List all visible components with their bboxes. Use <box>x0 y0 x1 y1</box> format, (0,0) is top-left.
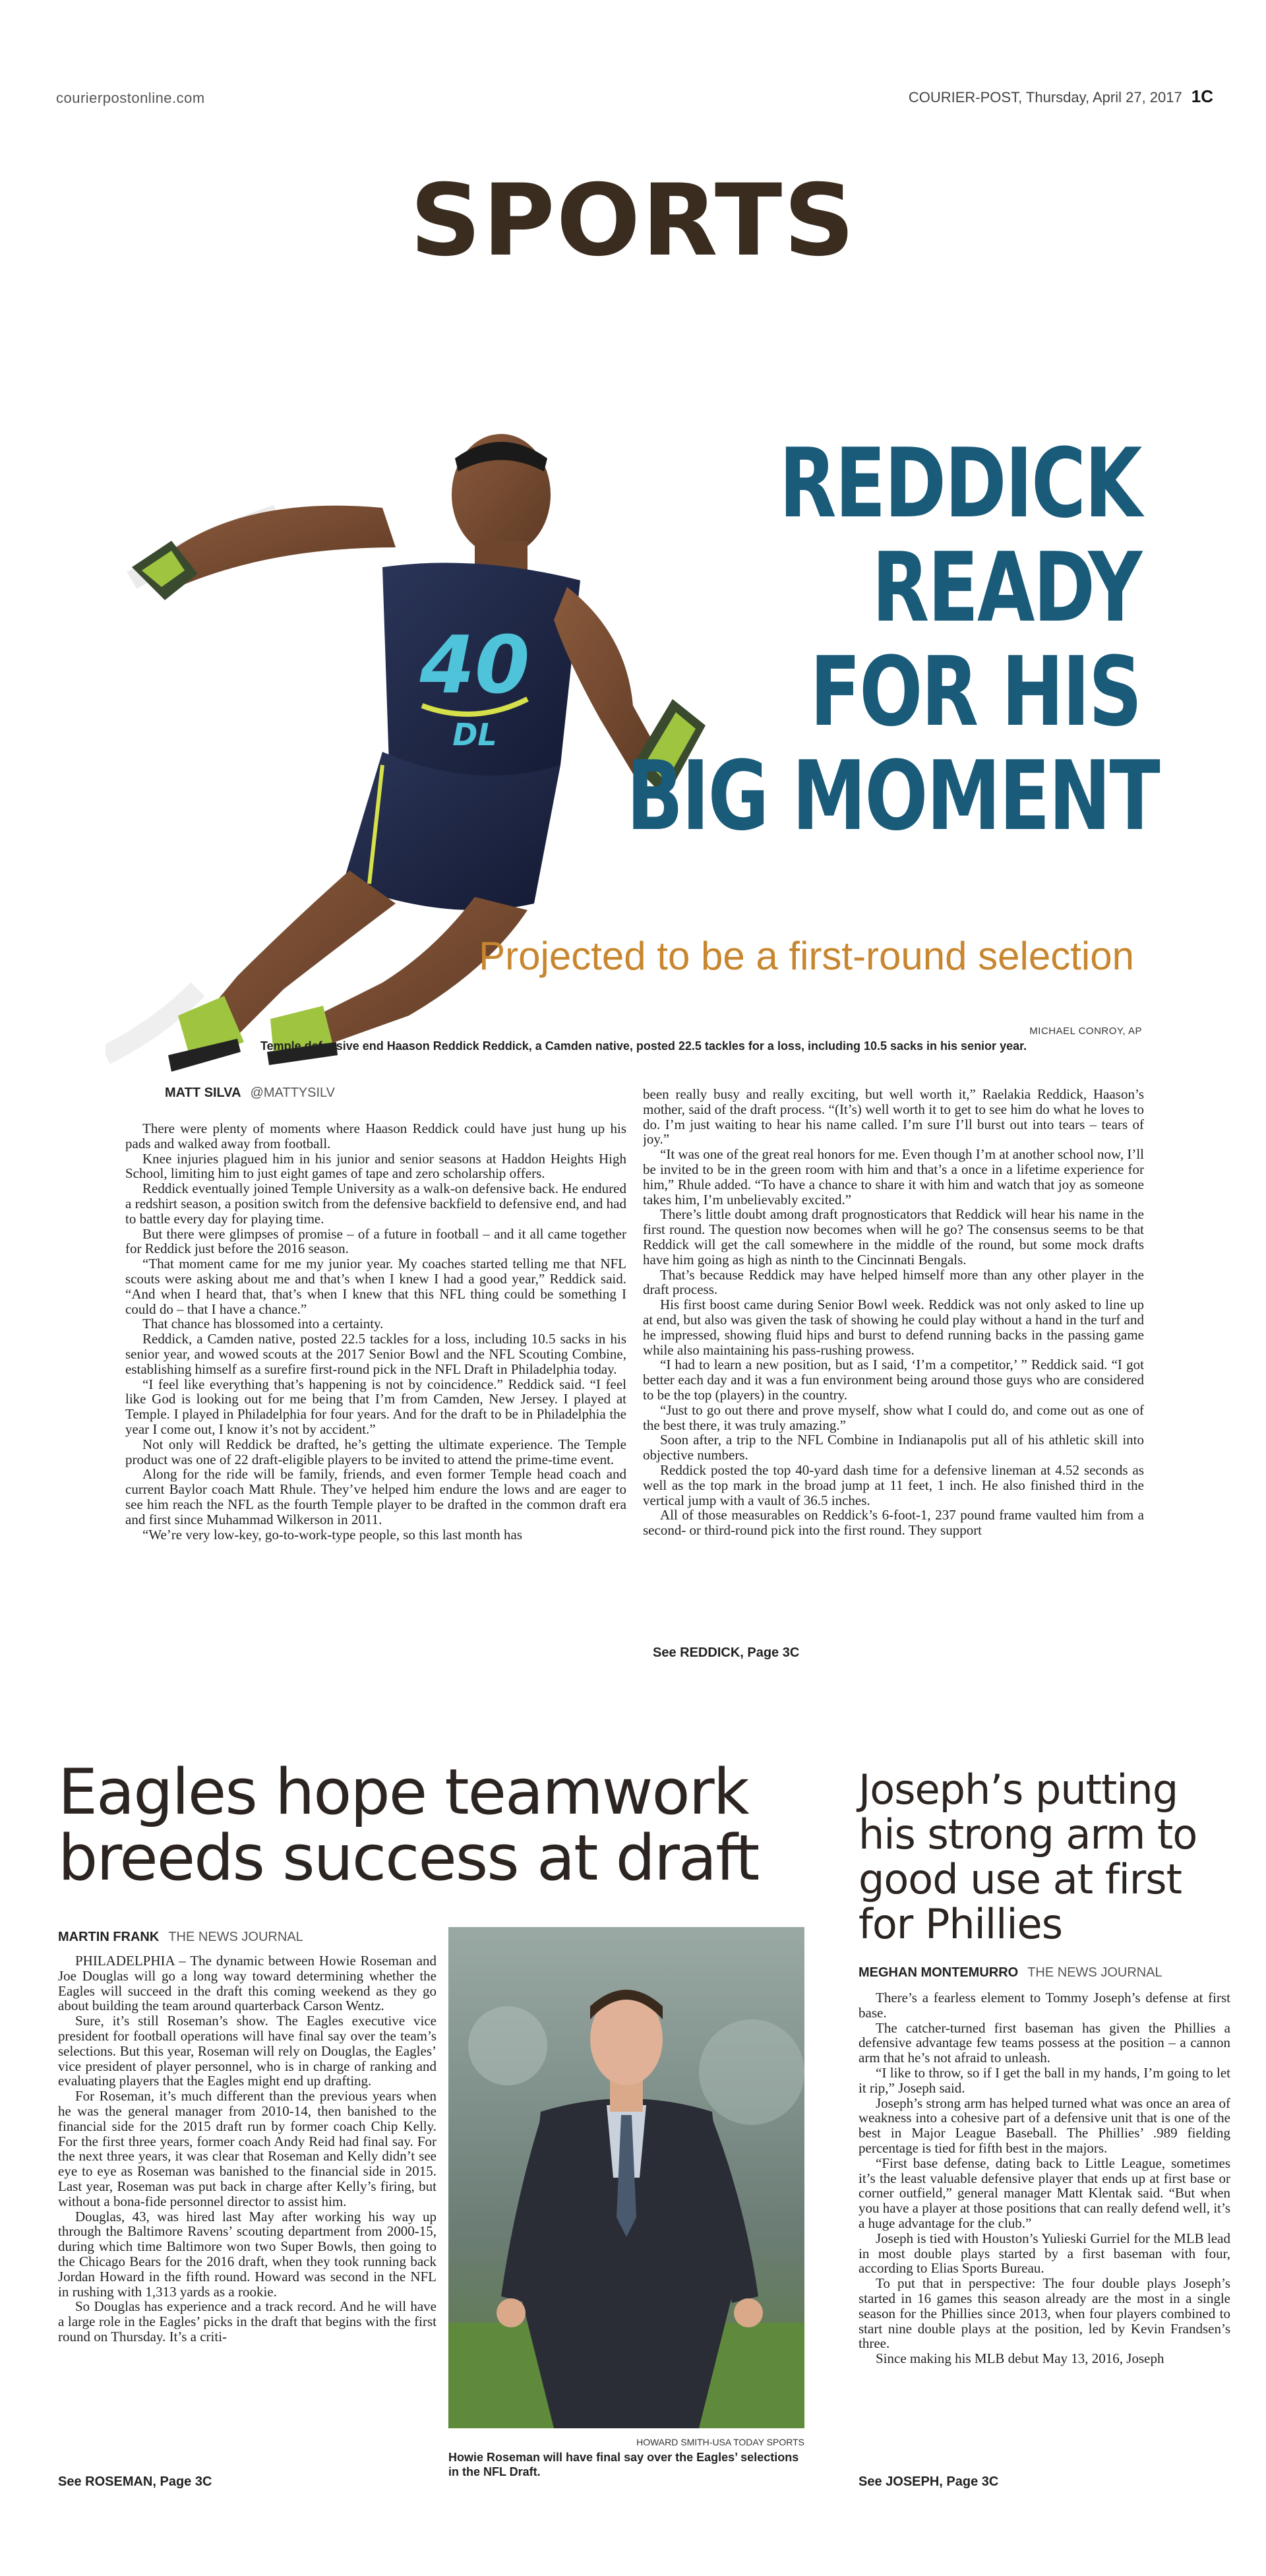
paragraph: “I feel like everything that’s happening is not by coincidence.” Reddick said. “I feel like God is looking out for me being that I’m from Camden, New Jersey. I played at Temple. I played in Philadelphia for four years. And for the draft to be in Philadelphia the year I come out, I know it’s not by accident.” <box>125 1376 626 1437</box>
headline-line: FOR HIS <box>810 636 1141 748</box>
paragraph: But there were glimpses of promise – of a future in football – and it all came together for Reddick just before the 2016 season. <box>125 1225 626 1257</box>
masthead-line <box>909 86 1213 107</box>
byline <box>165 1086 335 1101</box>
article-column-2 <box>643 1087 1144 1638</box>
paragraph: Not only will Reddick be drafted, he’s getting the ultimate experience. The Temple product was one of 22 draft-eligible players to be invited to attend the prime-time event. <box>125 1436 626 1467</box>
joseph-article-body <box>859 1990 1230 2469</box>
headline-line: REDDICK <box>779 428 1141 539</box>
page-number: 1C <box>1191 86 1213 106</box>
paragraph: Reddick posted the top 40-yard dash time for a defensive lineman at 4.52 seconds as well as the top mark in the broad jump at 11 feet, 1 inch. He also finished third in the vertical jump with a vault of 36.5 inches. <box>643 1461 1144 1508</box>
svg-text:DL: DL <box>452 717 497 752</box>
paragraph: There’s a fearless element to Tommy Joseph’s defense at first base. <box>859 1990 1230 2021</box>
photo-caption: Temple defensive end Haason Reddick Reddick, a Camden native, posted 22.5 tackles for a loss, including 10.5 sacks in his senior year. <box>260 1039 1027 1053</box>
paragraph: Joseph is tied with Houston’s Yulieski Gurriel for the MLB lead in most double plays started by a first baseman with four, according to Elias Sports Bureau. <box>859 2230 1230 2277</box>
paragraph: “I like to throw, so if I get the ball in my hands, I’m going to let it rip,” Joseph said. <box>859 2064 1230 2096</box>
eagles-byline <box>58 1930 303 1945</box>
paragraph: “First base defense, dating back to Little League, sometimes it’s the least valuable defensive player that ends up at first base or corner outfield,” general manager Matt Klentak said. “But when you have a player at those positions that can really defend well, it’s a huge advantage for the club.” <box>859 2155 1230 2231</box>
joseph-byline <box>859 1965 1162 1980</box>
paragraph: been really busy and really exciting, but well worth it,” Raelakia Reddick, Haason’s mother, said of the draft process. “(It’s) well worth it to get to see him do what he loves to do. I’m just waiting to hear his name called. I’m sure I’ll burst out into tears – tears of joy.” <box>643 1087 1144 1148</box>
article-column-1 <box>125 1121 626 1642</box>
paragraph: Knee injuries plagued him in his junior and senior seasons at Haddon Heights High School, limiting him to just eight games of tape and zero scholarship offers. <box>125 1150 626 1182</box>
paragraph: “It was one of the great real honors for me. Even though I’m at another school now, I’ll be invited to be in the green room with him and that’s a once in a lifetime experience for him,” Rhule added. “To have a chance to share it with him and watch that joy as someone takes him, I’m unbelievably excited.” <box>643 1146 1144 1208</box>
author-org: THE NEWS JOURNAL <box>168 1930 303 1944</box>
paragraph: “I had to learn a new position, but as I said, ‘I’m a competitor,’ ” Reddick said. “I got better each day and it was a fun environment being around those guys who are considered to be the top (players) in the country. <box>643 1357 1144 1403</box>
author-handle[interactable]: @MATTYSILV <box>250 1086 336 1100</box>
paragraph: His first boost came during Senior Bowl week. Reddick was not only asked to line up at end, but also was given the task of showing he could play without a hand in the turf and he impressed, showing fluid hips and burst to defend running backs in the passing game while also maintaining his pass-rushing prowess. <box>643 1297 1144 1358</box>
masthead-date: COURIER-POST, Thursday, April 27, 2017 <box>908 89 1182 106</box>
paragraph: “Just to go out there and prove myself, show what I could do, and come out as one of the best there, it was truly amazing.” <box>643 1401 1144 1433</box>
section-title: SPORTS <box>409 164 857 278</box>
paragraph: There’s little doubt among draft prognosticators that Reddick will hear his name in the first round. The question now becomes when will he go? The consensus seems to be that Reddick will get the call somewhere in the middle of the round, but some mock drafts have him going as high as ninth to the Cincinnati Bengals. <box>643 1206 1144 1268</box>
paragraph: Along for the ride will be family, friends, and even former Temple head coach and current Baylor coach Matt Rhule. They’ve helped him endure the lows and are eager to see him reach the NFL as the fourth Temple player to be drafted in the common draft era and first since Muhammad Wilkerson in 2011. <box>125 1466 626 1527</box>
headline-line: BIG MOMENT <box>626 741 1159 852</box>
paragraph: Reddick, a Camden native, posted 22.5 tackles for a loss, including 10.5 sacks in his senior year, and wowed scouts at the 2017 Senior Bowl and the NFL Scouting Combine, establishing himself as a surefire first-round pick in the NFL Draft in Philadelphia today. <box>125 1331 626 1377</box>
svg-text:40: 40 <box>419 620 530 712</box>
paragraph: That’s because Reddick may have helped himself more than any other player in the draft process. <box>643 1266 1144 1298</box>
paragraph: “That moment came for me my junior year. My coaches started telling me that NFL scouts were asking about me and that’s when I knew I had a good year,” Reddick said. “And when I heard that, that’s when I knew that this NFL thing could be something I could do – that I have a chance.” <box>125 1256 626 1317</box>
paragraph: So Douglas has experience and a track record. And he will have a large role in the Eagles’ picks in the draft that begins with the first round on Thursday. It’s a criti- <box>58 2298 437 2345</box>
paragraph: Joseph’s strong arm has helped turned what was once an area of weakness into a cohesive part of a defensive unit that is one of the best in Major League Baseball. The Phillies’ .989 fielding percentage is tied for fifth best in the majors. <box>859 2095 1230 2156</box>
eagles-headline: Eagles hope teamwork breeds success at draft <box>58 1756 759 1895</box>
paragraph: To put that in perspective: The four double plays Joseph’s started in 16 games this season already are the most in a single season for the Phillies since 2013, when four players combined to start nine double plays at the position, led by Kevin Frandsen’s three. <box>859 2275 1230 2352</box>
headline-line: READY <box>872 532 1141 644</box>
paragraph: Sure, it’s still Roseman’s show. The Eagles executive vice president for football operations will have final say over the team’s selections. But this year, Roseman will rely on Douglas, the Eagles’ vice president of player personnel, who is in charge of ranking and evaluating players that the Eagles might end up drafting. <box>58 2013 437 2089</box>
paragraph: The catcher-turned first baseman has given the Phillies a defensive advantage few teams possess at the position – a cannon arm that he’s not afraid to unleash. <box>859 2019 1230 2066</box>
paragraph: “We’re very low-key, go-to-work-type people, so this last month has <box>142 1526 523 1543</box>
author-name: MATT SILVA <box>165 1086 241 1100</box>
paragraph: Soon after, a trip to the NFL Combine in Indianapolis put all of his athletic skill into objective numbers. <box>643 1432 1144 1463</box>
jump-link-reddick[interactable]: See REDDICK, Page 3C <box>653 1645 800 1660</box>
paragraph: There were plenty of moments where Haason Reddick could have just hung up his pads and walked away from football. <box>125 1121 626 1151</box>
paragraph: PHILADELPHIA – The dynamic between Howie Roseman and Joe Douglas will go a long way toward determining whether the Eagles will succeed in the draft this coming weekend as they go about building the team around quarterback Carson Wentz. <box>58 1953 437 2014</box>
paragraph: Douglas, 43, was hired last May after working his way up through the Baltimore Ravens’ scouting department from 2000-15, during which time Baltimore won two Super Bowls, then going to the Chicago Bears for the 2016 draft, when they took running back Jordan Howard in the fifth round. Howard was second in the NFL in rushing with 1,313 yards as a rookie. <box>58 2208 437 2300</box>
site-url: courierpostonline.com <box>56 90 205 106</box>
main-headline <box>626 428 1159 852</box>
photo-credit: HOWARD SMITH-USA TODAY SPORTS <box>636 2437 804 2447</box>
eagles-article-body <box>58 1953 437 2468</box>
subheadline: Projected to be a first-round selection <box>479 934 1134 978</box>
jump-link-joseph[interactable]: See JOSEPH, Page 3C <box>859 2474 999 2489</box>
paragraph: All of those measurables on Reddick’s 6-foot-1, 237 pound frame vaulted him from a second- or third-round pick into the first round. They support <box>643 1507 1144 1539</box>
photo-credit: MICHAEL CONROY, AP <box>1029 1026 1142 1037</box>
author-name: MEGHAN MONTEMURRO <box>859 1965 1019 1980</box>
photo-caption: Howie Roseman will have final say over the Eagles’ selections in the NFL Draft. <box>448 2451 799 2478</box>
paragraph: For Roseman, it’s much different than the previous years when he was the general manager from 2010-14, then banished to the financial side for the 2015 draft run by former coach Chip Kelly. For the first three years, former coach Andy Reid had final say. For the next three years, it was clear that Roseman and Kelly didn’t see eye to eye as Roseman was banished to the financial side in 2015. Last year, Roseman was put back in charge after Kelly’s firing, but without a bona-fide personnel director to assist him. <box>58 2088 437 2209</box>
paragraph: That chance has blossomed into a certainty. <box>142 1316 384 1332</box>
paragraph: Reddick eventually joined Temple University as a walk-on defensive back. He endured a redshirt season, a position switch from the defensive backfield to defensive end, and had to battle every day for playing time. <box>125 1181 626 1227</box>
roseman-photo <box>448 1927 804 2428</box>
joseph-headline: Joseph’s putting his strong arm to good use at first for Phillies <box>859 1765 1197 1948</box>
author-org: THE NEWS JOURNAL <box>1027 1965 1162 1980</box>
paragraph: Since making his MLB debut May 13, 2016, Joseph <box>876 2350 1164 2367</box>
jump-link-roseman[interactable]: See ROSEMAN, Page 3C <box>58 2474 212 2489</box>
author-name: MARTIN FRANK <box>58 1930 160 1944</box>
